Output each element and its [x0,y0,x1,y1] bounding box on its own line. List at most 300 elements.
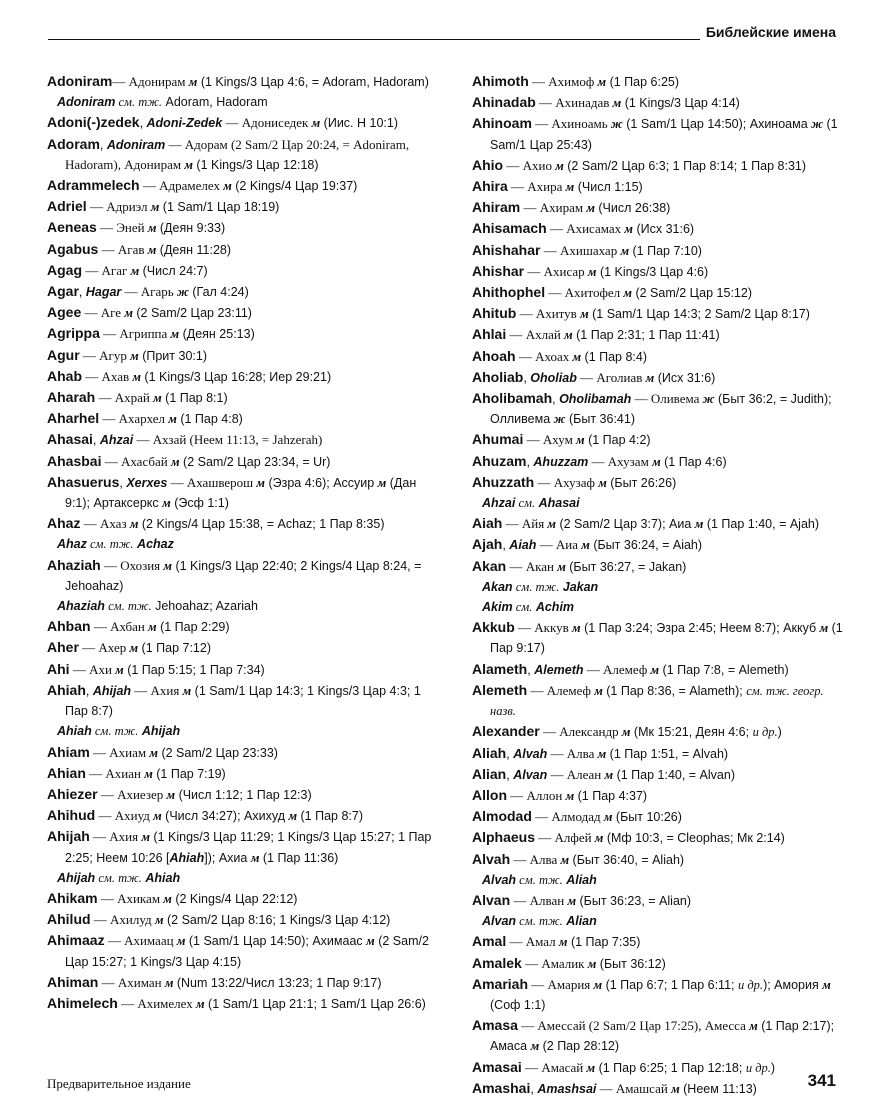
entry-text: м [168,412,177,427]
entry-text: (2 Sam/2 Цар 23:33) [157,745,278,760]
entry-text: , [139,116,147,131]
entry-text: м [621,725,631,740]
entry-text: м [311,116,321,131]
entry-text: , [527,662,535,677]
entry-text: — Акан [506,558,558,574]
entry-text: (1 Пар 7:19) [152,766,226,781]
entry-text: и др. [737,977,764,992]
entry-text: м [603,810,613,825]
entry-text: м [164,975,174,990]
entry-text: Ahzai [99,433,134,448]
dictionary-entry [47,909,437,930]
entry-text: Jehoahaz; Azariah [151,599,258,614]
entry-text: — Алмодад [531,809,604,825]
entry-text: ж [176,285,189,300]
entry-text: — Аккув [514,620,573,636]
dictionary-entry [472,218,844,239]
entry-text: Xerxes [126,475,168,490]
dictionary-entry [472,472,844,493]
entry-text: м [557,559,566,574]
entry-text: м [594,683,603,698]
entry-text: м [587,264,597,279]
entry-text: (1 Пар 6:25) [606,75,680,89]
entry-text: (1 Kings/3 Цар 16:28; Иер 29:21) [140,369,332,384]
entry-text: — Оливема [631,391,703,407]
entry-text: (2 Sam/2 Цар 23:11) [132,306,252,321]
running-header-title: Библейские имена [705,24,836,40]
entry-text: Alemeth [534,662,584,677]
entry-text: (1 Пар 1:40, = Alvan) [613,767,735,782]
dictionary-entry [472,155,844,176]
cross-reference-entry [47,868,437,888]
entry-text: (2 Sam/2 Цар 23:34, = Ur) [179,454,331,469]
headword: Alvah [482,872,517,887]
page-number: 341 [807,1071,836,1090]
entry-text: — Ахиезер [97,786,167,802]
cross-reference-entry [47,92,437,112]
entry-text: (2 Sam/2 Цар 6:3; 1 Пар 8:14; 1 Пар 8:31) [563,158,807,173]
entry-text: см. тж. геогр. назв. [490,683,824,719]
entry-text: (Быт 36:41) [565,412,635,427]
entry-text: и др. [752,725,778,740]
headword: Agabus [47,240,99,257]
entry-text: — Ахархел [99,411,169,427]
dictionary-entry [472,806,844,827]
entry-text: (1 Kings/3 Цар 4:6) [596,264,709,279]
entry-text: (Быт 36:23, = Alian) [576,893,692,908]
entry-text: — Ахимаац [104,933,177,949]
entry-text: Achaz [133,537,174,552]
entry-text: (Быт 36:27, = Jakan) [565,559,687,574]
dictionary-entry [472,974,844,1015]
entry-text: — Ахасбай [101,453,171,469]
entry-text: м [170,327,180,342]
entry-text: м [749,1019,758,1034]
entry-text: — Алемеф [527,682,595,698]
entry-text: (1 Пар 4:6) [660,454,727,469]
headword: Ahab [47,367,82,384]
entry-text: м [377,475,387,490]
entry-text: (1 Sam/1 Цар 14:50); Ахимаас [185,934,367,949]
headword: Amasai [472,1058,522,1075]
entry-text: — Ахишахар [540,242,621,258]
headword: Ahira [472,178,508,195]
entry-text: м [184,157,193,172]
entry-text: Ahiah [169,850,205,865]
entry-text: (1 Kings/3 Цар 4:14) [621,96,740,111]
entry-text: — Ахира [507,179,566,195]
entry-text: см. тж. [104,599,152,614]
entry-text: м [581,538,590,553]
entry-text: м [223,179,232,194]
entry-text: — Ахилуд [90,912,155,928]
entry-text: — Агриппа [99,326,171,342]
dictionary-entry [472,890,844,911]
entry-text: (Гал 4:24) [188,285,249,300]
entry-text: (1 Kings/3 Цар 22:40; 2 Kings/4 Цар 8:24, = Jehoahaz) [65,558,422,593]
headword: Ahaz [57,537,87,552]
entry-text: — Амал [506,934,559,950]
dictionary-entry [472,680,844,721]
entry-text: ж [610,117,623,132]
entry-text: м [144,766,153,781]
entry-text: м [250,850,260,865]
header-rule [48,39,700,40]
cross-reference-entry [47,534,437,554]
entry-text: — Ахиан [85,765,145,781]
headword: Alameth [472,660,528,677]
cross-reference-entry [472,597,844,617]
entry-text: — Амессай (2 Sam/2 Цар 17:25), Амесса [517,1018,750,1034]
dictionary-entry [47,513,437,534]
entry-text: м [130,263,140,278]
dictionary-entry [47,345,437,366]
dictionary-entry [472,1057,844,1078]
entry-text: — Адрамелех [139,178,224,194]
entry-text: м [129,641,139,656]
headword: Allon [472,786,507,803]
entry-text: (1 Sam/1 Цар 14:50); Ахиноама [622,117,812,132]
entry-text: , [99,137,107,152]
entry-text: (1 Пар 8:1) [161,391,228,406]
entry-text: м [597,75,607,89]
dictionary-entry [47,972,437,993]
entry-text: (Прит 30:1) [138,348,207,363]
entry-text: — Ахитофел [545,285,624,301]
headword: Aliah [472,744,507,761]
dictionary-entry [47,71,437,92]
entry-text: м [604,767,614,782]
headword: Ahasai [47,431,93,448]
entry-text: (Быт 36:24, = Aiah) [589,538,703,553]
headword: Ahinadab [472,94,536,111]
dictionary-entry [47,659,437,680]
dictionary-entry [472,764,844,785]
dictionary-entry [47,281,437,302]
entry-text: (1 Пар 7:12) [138,641,211,656]
entry-text: — Ахбан [90,619,149,635]
entry-text: — Ахиноамь [531,116,611,132]
headword: Agag [47,261,82,278]
entry-text: м [547,517,556,532]
entry-text: , [119,475,127,490]
headword: Alvan [472,891,511,908]
entry-text: см. тж. [95,870,142,885]
dictionary-entry [47,366,437,387]
headword: Amalek [472,954,522,971]
entry-text: м [182,683,192,698]
entry-text: м [148,620,157,635]
dictionary-entry [472,388,844,429]
headword: Aeneas [47,219,97,236]
entry-text: — Аллон [507,787,566,803]
entry-text: (2 Kings/4 Цар 15:38, = Achaz; 1 Пар 8:35) [138,517,385,532]
headword: Alphaeus [472,829,536,846]
dictionary-entry [472,197,844,218]
headword: Ahishar [472,262,525,279]
entry-text: ж [702,392,715,407]
entry-text: (Эзра 4:6); Ассуир [265,475,378,490]
entry-text: м [587,956,597,971]
headword: Ahiam [47,743,90,760]
entry-text: Ahijah [92,683,132,698]
dictionary-entry [472,429,844,450]
headword: Aher [47,639,79,656]
dictionary-entry [472,827,844,848]
entry-text: см. тж. [516,914,563,929]
entry-text: — Агарь [121,284,177,300]
entry-text: , [552,392,560,407]
headword: Alemeth [472,681,528,698]
entry-text: , [78,285,86,300]
entry-text: м [124,306,133,321]
entry-text: (Быт 36:40, = Aliah) [569,852,685,867]
entry-text: — Ахузам [588,453,653,469]
entry-text: Ahijah [138,724,181,739]
headword: Ahiah [57,724,92,739]
entry-text: м [560,852,570,867]
headword: Ahoah [472,347,516,364]
entry-text: Oholiab [530,370,577,385]
entry-text: — Амария [528,976,594,992]
entry-text: (2 Kings/4 Цар 22:12) [171,891,298,906]
entry-text: м [620,243,630,258]
entry-text: ж [553,412,566,427]
entry-text: — Ахисамах [546,221,625,237]
dictionary-entry [47,260,437,281]
dictionary-entry [472,71,844,92]
cross-reference-entry [472,870,844,890]
entry-text: м [594,831,604,846]
entry-text: м [130,348,139,363]
dictionary-entry [472,261,844,282]
entry-text: (1 Sam/1 Цар 14:3; 1 Kings/3 Цар 4:3; 1 Пар 8:7) [65,683,421,719]
headword: Akan [472,557,507,574]
dictionary-entry [472,785,844,806]
entry-text: см. тж. [86,537,134,552]
entry-text: — Ахия [89,829,142,845]
headword: Alexander [472,723,540,740]
dictionary-entry [472,1015,844,1056]
dictionary-entry [472,659,844,680]
entry-text: Alvah [513,746,548,761]
entry-text: м [141,830,150,845]
entry-text: Hagar [85,285,122,300]
entry-text: м [366,934,375,949]
entry-text: (1 Пар 6:25; 1 Пар 12:18; [595,1060,746,1075]
dictionary-entry [47,175,437,196]
headword: Ahimaaz [47,932,105,949]
entry-text: (Деян 9:33) [156,221,226,236]
entry-text: — Агав [98,241,148,257]
dictionary-entry [47,826,437,867]
entry-text: м [597,746,607,761]
entry-text: м [147,242,157,257]
entry-text: ) [777,725,782,740]
entry-text: Alian [562,914,597,929]
dictionary-entry [47,323,437,344]
entry-text: м [564,328,573,343]
headword: Agur [47,346,80,363]
entry-text: (Эсф 1:1) [170,496,229,511]
headword: Ahilud [47,911,91,928]
entry-text: и др. [745,1060,771,1075]
headword: Ahaz [47,515,81,532]
headword: Ahisamach [472,220,547,237]
dictionary-entry [472,324,844,345]
entry-text: — Амашсай [596,1080,672,1096]
entry-text: — Ахзай (Неем 11:13, = Jahzerah) [133,432,323,448]
entry-text: — Ахи [69,661,116,677]
entry-text: (1 Пар 9:17) [490,621,843,656]
entry-text: — Ахузаф [534,474,599,490]
headword: Amal [472,933,507,950]
entry-text: ); Амория [763,977,823,992]
entry-text: (2 Kings/4 Цар 19:37) [231,179,358,194]
entry-text: (1 Пар 2:17); Амаса [490,1019,835,1054]
dictionary-entry [47,472,437,513]
entry-text: м [565,788,575,803]
entry-text: (1 Пар 3:24; Эзра 2:45; Неем 8:7); Аккуб [580,621,820,636]
entry-text: ]); Ахиа [204,850,251,865]
entry-text: — Ахинадав [535,95,613,111]
headword: Adoniram [57,95,116,110]
headword: Ahiezer [47,785,98,802]
entry-text: (Числ 26:38) [594,201,671,216]
entry-text: — Адониседек [222,115,312,131]
dictionary-entry [47,408,437,429]
entry-text: — Аголиав [576,369,646,385]
headword: Ahiah [47,681,86,698]
entry-text: (Числ 34:27); Ахихуд [161,809,289,824]
dictionary-entry [47,784,437,805]
dictionary-entry [47,217,437,238]
headword: Ahasuerus [47,473,120,490]
entry-text: (Мф 10:3, = Cleophas; Мк 2:14) [603,831,785,846]
entry-text: , [523,370,531,385]
entry-text: м [567,893,577,908]
entry-text: м [624,222,633,237]
entry-text: — Ахиуд [95,808,154,824]
entry-text: м [652,454,661,469]
entry-text: — Ахирам [520,200,587,216]
dictionary-entry [472,617,844,658]
entry-text: — Алва [547,745,598,761]
entry-text: (Деян 11:28) [156,242,232,257]
entry-text: м [163,891,172,906]
cross-reference-entry [472,911,844,931]
headword: Agar [47,283,79,300]
entry-text: , [85,683,93,698]
entry-text: м [188,75,198,89]
entry-text: (Дан 9:1); Артаксеркс [65,475,417,511]
entry-text: (1 Пар 1:40, = Ajah) [703,517,820,532]
dictionary-entry [47,196,437,217]
entry-text: м [612,96,622,111]
entry-text: (1 Sam/1 Цар 14:3; 2 Sam/2 Цар 8:17) [588,307,810,322]
headword: Ahijah [57,870,96,885]
entry-text: Aliah [562,872,597,887]
entry-text: м [129,517,139,532]
headword: Adoram [47,135,100,152]
entry-text: (Быт 10:26) [612,810,682,825]
entry-text: (1 Kings/3 Цар 4:6, = Adoram, Hadoram) [197,75,429,89]
entry-text: м [115,662,124,677]
headword: Adriel [47,198,87,215]
entry-text: м [153,391,162,406]
dictionary-entry [47,742,437,763]
entry-text: — Айя [502,516,548,532]
entry-text: — Агур [79,347,131,363]
headword: Ahinoam [472,115,532,132]
entry-text: — Алван [510,892,568,908]
entry-text: — Ахаз [80,516,130,532]
dictionary-entry [472,534,844,555]
headword: Amariah [472,975,529,992]
entry-text: м [162,496,171,511]
headword: Aharah [47,389,96,406]
headword: Alvah [472,850,511,867]
entry-text: м [572,349,582,364]
entry-text: — Адорам (2 Sam/2 Цар 20:24, = Adoniram, Hadoram), Адонирам [65,136,410,172]
entry-text: Adoni-Zedek [146,116,223,131]
entry-text: — Ахлай [506,327,565,343]
headword: Ahzai [482,496,516,511]
headword: Ahasbai [47,452,102,469]
entry-text: (1 Sam/1 Цар 18:19) [159,200,280,215]
entry-text: (Исх 31:6) [654,370,716,385]
headword: Ahaziah [57,599,105,614]
entry-text: м [694,517,704,532]
dictionary-entry [472,113,844,154]
entry-text: Ahiah [141,870,181,885]
headword: Almodad [472,808,532,825]
entry-text: м [623,286,632,301]
entry-text: м [558,935,568,950]
entry-text: — Ахиман [98,974,165,990]
dictionary-entry [47,680,437,721]
entry-text: Adoniram [106,137,166,152]
entry-text: (Числ 1:15) [574,180,643,195]
entry-text: Aiah [509,538,537,553]
cross-reference-entry [472,577,844,597]
entry-text: см. [515,496,536,511]
dictionary-entry [47,429,437,450]
entry-text: — Ахоах [515,348,573,364]
entry-text: Amashsai [537,1081,597,1096]
entry-text: (1 Пар 4:37) [574,788,648,803]
entry-text: — Алфей [535,830,595,846]
dictionary-entry [472,303,844,324]
dictionary-entry [47,616,437,637]
entry-text: (1 Пар 8:36, = Alameth); [602,683,747,698]
headword: Adoniram [47,73,113,89]
entry-text: м [150,200,160,215]
entry-text: м [650,662,660,677]
entry-text: (1 Sam/1 Цар 21:1; 1 Sam/1 Цар 26:6) [204,996,426,1011]
dictionary-entry [472,953,844,974]
entry-text: м [586,201,595,216]
entry-text: Ahasai [535,496,580,511]
entry-text: м [576,433,585,448]
entry-text: Ahuzzam [533,454,589,469]
entry-text: м [153,809,162,824]
entry-text: , [502,538,510,553]
dictionary-entry [47,763,437,784]
entry-text: , [530,1081,538,1096]
entry-text: м [147,221,157,236]
entry-text: см. тж. [516,872,563,887]
